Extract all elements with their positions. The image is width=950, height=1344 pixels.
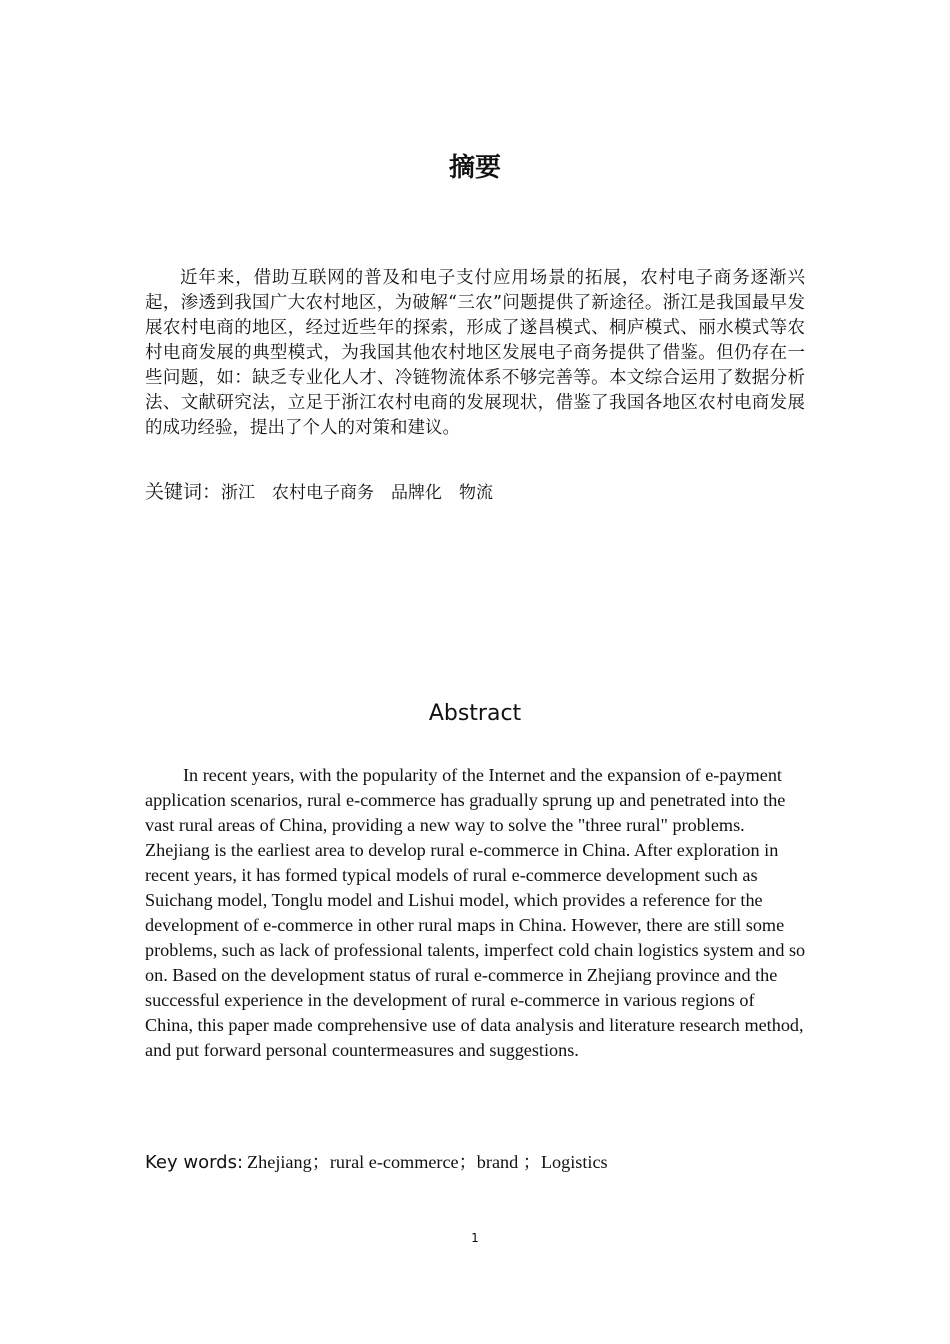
chinese-abstract-title: 摘要 (448, 153, 501, 183)
english-keywords (145, 1148, 805, 1177)
english-keywords-label: Key words: (145, 1152, 244, 1173)
chinese-abstract-body: 近年来，借助互联网的普及和电子支付应用场景的拓展，农村电子商务逐渐兴起，渗透到我国广大农村地区，为破解“三农”问题提供了新途径。浙江是我国最早发展农村电商的地区，经过近些年的探索，形成了遂昌模式、桐庐模式、丽水模式等农村电商发展的典型模式，为我国其他农村地区发展电子商务提供了借鉴。但仍存在一些问题，如：缺乏专业化人才、冷链物流体系不够完善等。本文综合运用了数据分析法、文献研究法，立足于浙江农村电商的发展现状，借鉴了我国各地区农村电商发展的成功经验，提出了个人的对策和建议。 (145, 268, 805, 438)
chinese-keywords-values: 浙江 农村电子商务 品牌化 物流 (221, 483, 494, 503)
english-abstract-title: Abstract (428, 701, 522, 726)
chinese-keywords-label: 关键词： (145, 481, 222, 503)
chinese-keywords (145, 478, 805, 507)
page-number: 1 (471, 1231, 479, 1245)
english-abstract-body: In recent years, with the popularity of the Internet and the expansion of e-payment application scenarios, rural e-commerce has gradually sprung up and penetrated into the vast rural areas of China, providing a new way to solve the "three rural" problems. Zhejiang is the earliest area to develop rural e-commerce in China. After exploration in recent years, it has formed typical models of rural e-commerce development such as Suichang model, Tonglu model and Lishui model, which provides a reference for the development of e-commerce in other rural maps in China. However, there are still some problems, such as lack of professional talents, imperfect cold chain logistics system and so on. Based on the development status of rural e-commerce in Zhejiang province and the successful experience in the development of rural e-commerce in various regions of China, this paper made comprehensive use of data analysis and literature research method, and put forward personal countermeasures and suggestions. (145, 765, 806, 1060)
english-keywords-values: Zhejiang；rural e-commerce；brand ；Logistics (247, 1152, 608, 1172)
